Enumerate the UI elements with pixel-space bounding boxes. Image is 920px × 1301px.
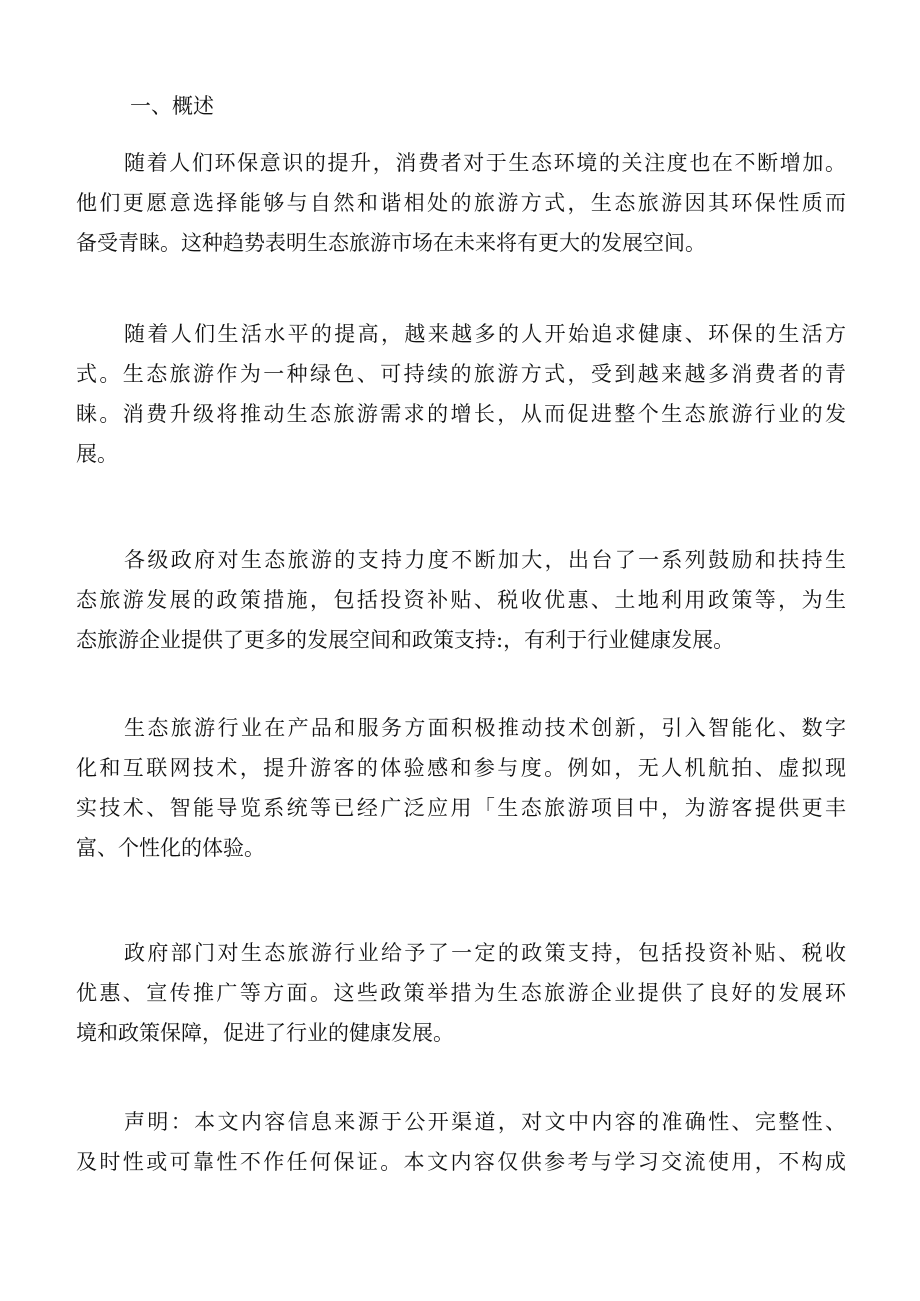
paragraph-line: 式。生态旅游作为一种绿色、可持续的旅游方式，受到越来越多消费者的青	[76, 362, 846, 386]
paragraph-line: 睐。消费升级将推动生态旅游需求的增长，从而促进整个生态旅游行业的发	[76, 402, 846, 426]
paragraph-line: 各级政府对生态旅游的支持力度不断加大，出台了一系列鼓励和扶持生	[124, 548, 846, 572]
paragraph-line: 优惠、宣传推广等方面。这些政策举措为生态旅游企业提供了良好的发展环	[76, 981, 846, 1005]
paragraph-line: 生态旅游行业在产品和服务方面积极推动技术创新，引入智能化、数字	[124, 716, 846, 740]
section-heading: 一、概述	[130, 94, 214, 118]
paragraph-5	[76, 933, 846, 1053]
paragraph-line: 态旅游发展的政策措施，包括投资补贴、税收优惠、土地利用政策等，为生	[76, 588, 846, 612]
paragraph-line: 及时性或可靠性不作任何保证。本文内容仅供参考与学习交流使用，不构成	[76, 1150, 846, 1174]
paragraph-1	[76, 143, 846, 263]
paragraph-4	[76, 708, 846, 868]
paragraph-2	[76, 314, 846, 474]
paragraph-line: 态旅游企业提供了更多的发展空间和政策支持:，有利于行业健康发展。	[76, 628, 735, 652]
paragraph-line: 政府部门对生态旅游行业给予了一定的政策支持，包括投资补贴、税收	[124, 941, 846, 965]
paragraph-line: 展。	[76, 442, 118, 466]
paragraph-line: 声明：本文内容信息来源于公开渠道，对文中内容的准确性、完整性、	[124, 1110, 846, 1134]
paragraph-3	[76, 540, 846, 660]
paragraph-line: 化和互联网技术，提升游客的体验感和参与度。例如，无人机航拍、虚拟现	[76, 756, 846, 780]
paragraph-line: 随着人们环保意识的提升，消费者对于生态环境的关注度也在不断增加。	[124, 151, 846, 175]
paragraph-line: 富、个性化的体验。	[76, 836, 265, 860]
paragraph-line: 实技术、智能导览系统等已经广泛应用「生态旅游项目中，为游客提供更丰	[76, 796, 846, 820]
paragraph-line: 他们更愿意选择能够与自然和谐相处的旅游方式，生态旅游因其环保性质而	[76, 191, 846, 215]
paragraph-line: 备受青睐。这种趋势表明生态旅游市场在未来将有更大的发展空间。	[76, 231, 706, 255]
paragraph-line: 境和政策保障，促进了行业的健康发展。	[76, 1021, 454, 1045]
disclaimer-paragraph	[76, 1102, 846, 1182]
paragraph-line: 随着人们生活水平的提高，越来越多的人开始追求健康、环保的生活方	[124, 322, 846, 346]
